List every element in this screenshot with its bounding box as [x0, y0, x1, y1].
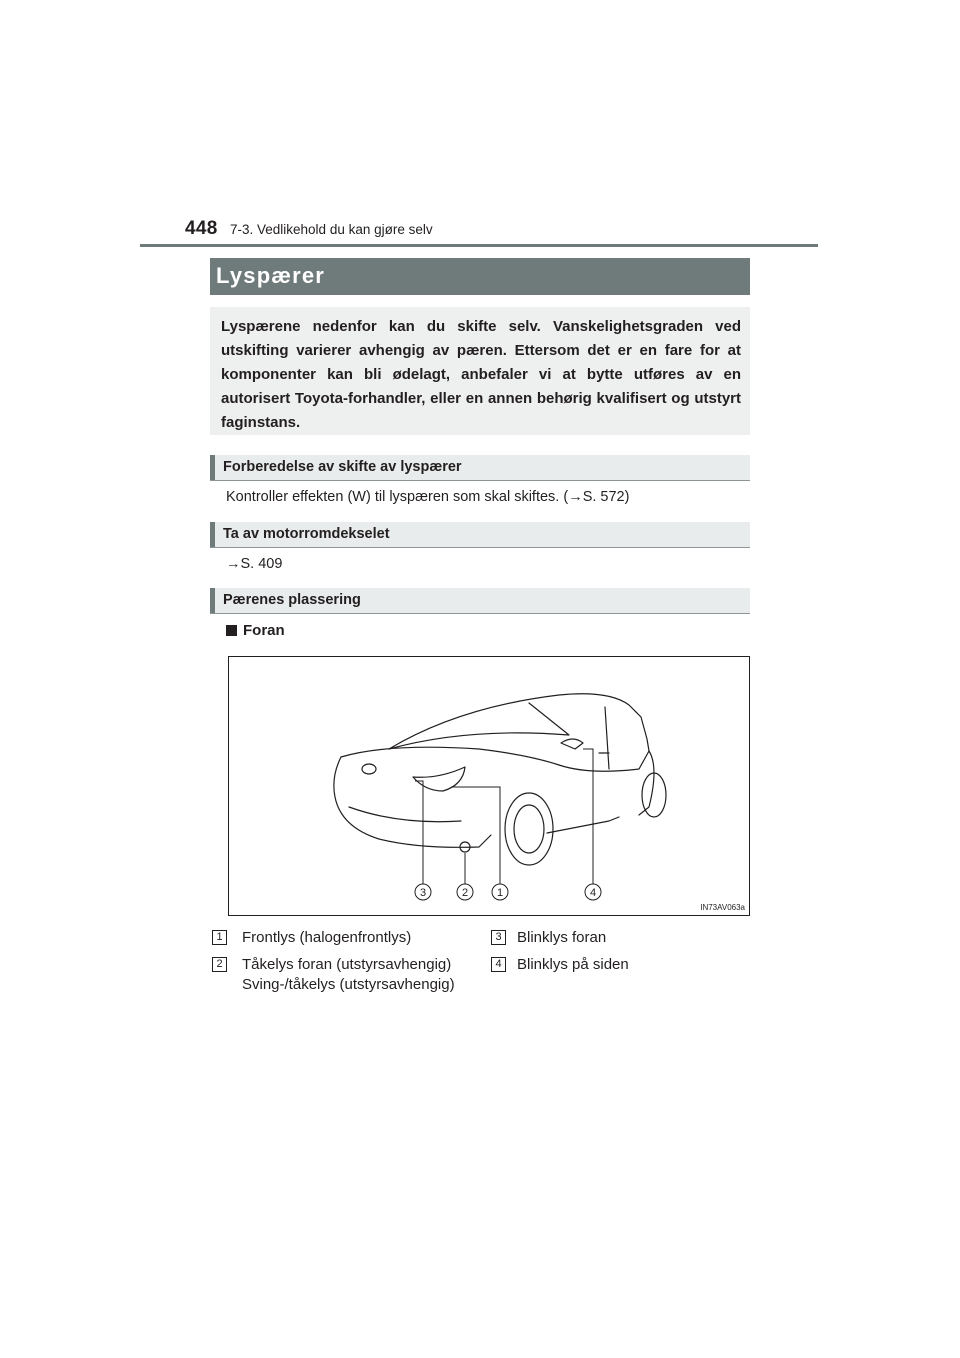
section-marker [210, 455, 215, 480]
section-heading-engine-cover [210, 522, 750, 548]
chapter-header: 7-3. Vedlikehold du kan gjøre selv [230, 222, 433, 237]
legend-number-badge: 3 [491, 930, 506, 945]
legend-item-1: Frontlys (halogenfrontlys) [242, 929, 412, 946]
page-number: 448 [185, 218, 218, 239]
car-front-outline [334, 757, 491, 847]
car-roof-outline [389, 694, 649, 751]
car-rear-side [639, 751, 654, 815]
car-door-line [605, 707, 609, 769]
callout-1: 1 [496, 887, 504, 899]
car-hood [341, 747, 559, 765]
callout-2: 2 [461, 887, 469, 899]
section-text-preparation: Kontroller effekten (W) til lyspæren som skal skiftes. (→S. 572) [226, 489, 630, 505]
section-heading-text: Forberedelse av skifte av lyspærer [223, 459, 462, 475]
section-text-engine-cover: →S. 409 [226, 556, 283, 572]
section-heading-bulb-locations [210, 588, 750, 614]
title-bar [210, 258, 750, 295]
section-heading-text: Ta av motorromdekselet [223, 526, 390, 542]
car-front-figure [228, 656, 750, 916]
car-rocker [547, 817, 619, 833]
intro-box [210, 307, 750, 435]
car-windshield [389, 703, 569, 749]
figure-code: IN73AV063a [700, 903, 745, 912]
section-heading-preparation [210, 455, 750, 481]
car-illustration [229, 657, 751, 917]
intro-text: Lyspærene nedenfor kan du skifte selv. Vanskelighetsgraden ved utskifting varierer avhengig av pæren. Ettersom det er en fare for at komponenter kan bli ødelagt, anbefaler vi at bytte utføres av en autorisert Toyota-forhandler, eller en annen behørig kvalifisert og utstyrt faginstans. [221, 318, 741, 431]
callout-circles [415, 884, 601, 900]
car-front-wheel-rim [514, 805, 544, 853]
car-side-line [559, 751, 649, 771]
legend-number-badge: 2 [212, 957, 227, 972]
legend-item-2b: Sving-/tåkelys (utstyrsavhengig) [242, 976, 455, 993]
section-marker [210, 588, 215, 613]
callout-3: 3 [419, 887, 427, 899]
section-marker [210, 522, 215, 547]
legend-item-2: Tåkelys foran (utstyrsavhengig) [242, 956, 452, 973]
callout-4: 4 [589, 887, 597, 899]
subheading-front [226, 622, 285, 639]
callout-lines [415, 749, 593, 885]
legend-number-badge: 1 [212, 930, 227, 945]
car-mirror [561, 739, 583, 749]
header-rule [140, 244, 818, 247]
section-heading-text: Pærenes plassering [223, 592, 361, 608]
car-front-wheel [505, 793, 553, 865]
legend-number-badge: 4 [491, 957, 506, 972]
car-emblem [362, 764, 376, 774]
square-bullet-icon [226, 625, 237, 636]
page-title: Lyspærer [216, 263, 326, 288]
legend-item-3: Blinklys foran [517, 929, 607, 946]
subheading-text: Foran [243, 622, 285, 639]
car-grille [349, 807, 461, 822]
legend-item-4: Blinklys på siden [517, 956, 629, 973]
